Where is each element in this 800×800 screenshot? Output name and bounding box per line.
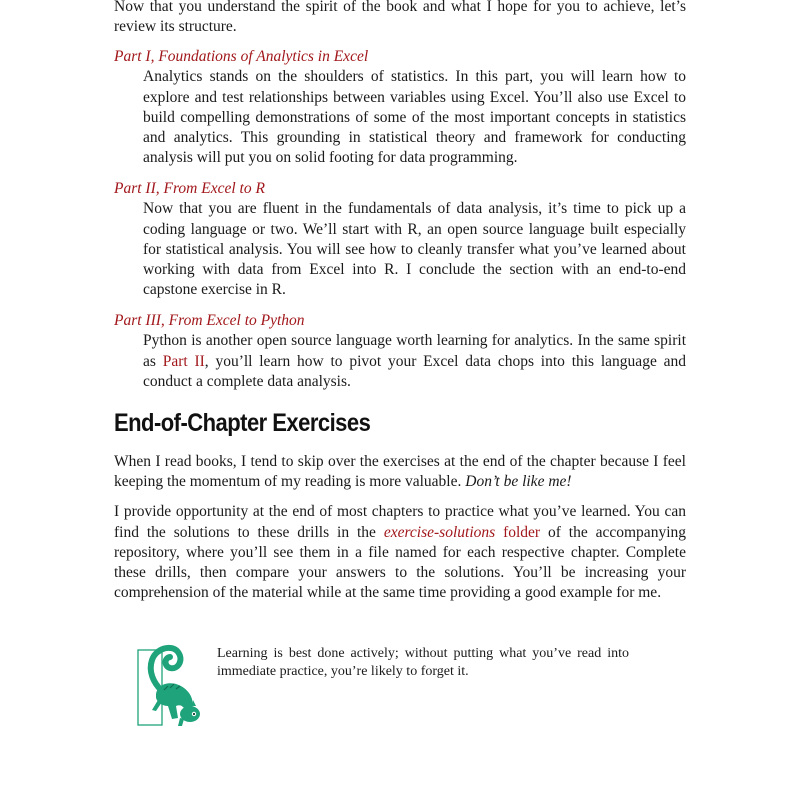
part-3-description: [143, 331, 686, 392]
part-ii-link[interactable]: Part II: [162, 352, 205, 370]
tip-text: Learning is best done actively; without putting what you’ve read into immediate practice, you’re likely to forget it.: [217, 646, 629, 679]
para1-text: When I read books, I tend to skip over the exercises at the end of the chapter because I feel keeping the momentum of my reading is more valuable.: [114, 453, 686, 491]
tip-animal-icon: [134, 638, 204, 730]
exercises-paragraph-1: [114, 452, 686, 492]
part-2-title: Part II, From Excel to R: [114, 180, 265, 198]
part-3-text-after: , you’ll learn how to pivot your Excel data chops into this language and conduct a complete data analysis.: [143, 352, 686, 390]
exercise-solutions-link[interactable]: [384, 524, 540, 541]
part-1-description: Analytics stands on the shoulders of statistics. In this part, you will learn how to explore and test relationships between variables using Excel. You’ll also use Excel to build compelling demonstrations of some of the most important concepts in statistics and analytics. This grounding in statistical theory and framework for conducting analysis will put you on solid footing for data programming.: [143, 68, 686, 167]
part-2-description: Now that you are fluent in the fundamentals of data analysis, it’s time to pick up a coding language or two. We’ll start with R, an open source language built especially for statistical analysis. You will see how to cleanly transfer what you’ve learned about working with data from Excel into R. I conclude the section with an end-to-end capstone exercise in R.: [143, 200, 686, 299]
exercise-solutions-link-italic: exercise-solutions: [383, 523, 496, 541]
intro-paragraph: Now that you understand the spirit of the book and what I hope for you to achieve, let’s review its structure.: [114, 0, 686, 36]
para2-text-before: I provide opportunity at the end of most chapters to practice what you’ve learned. You can find the solutions to these drills in the: [114, 503, 686, 541]
para2-text-after: of the accompanying repository, where you’ll see them in a file named for each respective chapter. Complete these drills, then compare your answers to the solutions. You’ll be increasing your comprehension of the material while at the same time providing a good example for me.: [114, 523, 686, 602]
part-3-title: Part III, From Excel to Python: [114, 312, 305, 330]
part-1-title: Part I, Foundations of Analytics in Excel: [114, 48, 369, 66]
part-3-text-before: Python is another open source language worth learning for analytics. In the same spirit as: [143, 332, 686, 370]
exercises-paragraph-2: [114, 502, 686, 603]
page-content: [114, 0, 686, 613]
section-heading: End-of-Chapter Exercises: [114, 409, 371, 438]
para1-emphasis: Don’t be like me!: [465, 473, 572, 491]
part-list: [114, 47, 686, 392]
exercise-solutions-link-plain: folder: [495, 523, 541, 541]
tip-box: [134, 638, 654, 730]
